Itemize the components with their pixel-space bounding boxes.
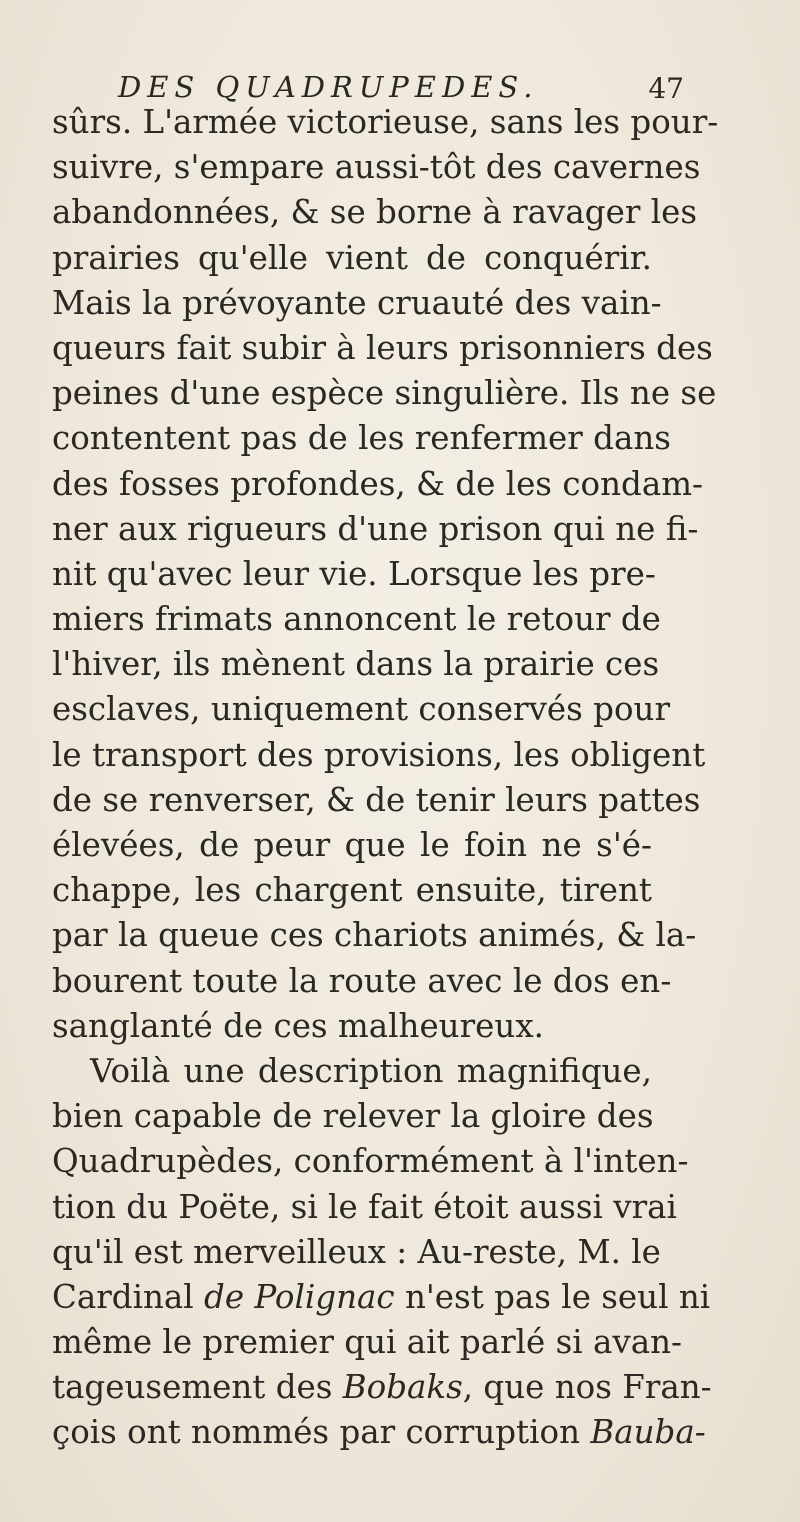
text-line: le transport des provisions, les obligent — [52, 735, 706, 774]
text-line: l'hiver, ils mènent dans la prairie ces — [52, 645, 660, 684]
text-segment: , que nos Fran- — [462, 1368, 712, 1407]
text-line: des fosses profondes, & de les condam- — [52, 464, 703, 503]
text-line: Mais la prévoyante cruauté des vain- — [52, 283, 662, 322]
text-line — [52, 1275, 711, 1320]
text-line: prairies qu'elle vient de conquérir. — [52, 238, 652, 277]
page-number: 47 — [648, 72, 684, 105]
text-segment: tageusement des — [52, 1368, 343, 1407]
text-line: ner aux rigueurs d'une prison qui ne fi- — [52, 509, 699, 548]
body-text — [52, 100, 719, 1456]
text-line: bourent toute la route avec le dos en- — [52, 961, 672, 1000]
running-title: DES QUADRUPEDES. — [118, 70, 539, 104]
text-line: nit qu'avec leur vie. Lorsque les pre- — [52, 554, 656, 593]
text-line — [52, 1410, 706, 1455]
text-line — [52, 1365, 712, 1410]
text-line: miers frimats annoncent le retour de — [52, 600, 661, 639]
text-segment: n'est pas le seul ni — [394, 1277, 711, 1316]
text-segment: çois ont nommés par corruption — [52, 1413, 591, 1452]
text-line: Voilà une description magnifique, — [90, 1051, 652, 1090]
text-line: sûrs. L'armée victorieuse, sans les pour- — [52, 103, 719, 141]
text-line: queurs fait subir à leurs prisonniers des — [52, 328, 713, 367]
text-line: suivre, s'empare aussi-tôt des cavernes — [52, 148, 701, 187]
text-line: contentent pas de les renfermer dans — [52, 419, 671, 458]
text-line: sanglanté de ces malheureux. — [52, 1006, 544, 1045]
text-line: tion du Poëte, si le fait étoit aussi vrai — [52, 1187, 677, 1226]
text-line: par la queue ces chariots animés, & la- — [52, 916, 697, 955]
italic-name: Bobaks — [342, 1368, 463, 1407]
text-segment: Cardinal — [52, 1277, 205, 1316]
text-line: peines d'une espèce singulière. Ils ne se — [52, 374, 717, 413]
text-line: chappe, les chargent ensuite, tirent — [52, 871, 652, 910]
text-line: même le premier qui ait parlé si avan- — [52, 1323, 683, 1362]
text-line: élevées, de peur que le foin ne s'é- — [52, 826, 652, 864]
text-line: esclaves, uniquement conservés pour — [52, 690, 671, 729]
italic-name: de Polignac — [204, 1277, 395, 1316]
text-line: qu'il est merveilleux : Au-reste, M. le — [52, 1232, 661, 1271]
italic-name: Bauba- — [590, 1413, 706, 1452]
text-line: Quadrupèdes, conformément à l'inten- — [52, 1142, 689, 1181]
text-line: de se renverser, & de tenir leurs pattes — [52, 780, 701, 819]
text-line: abandonnées, & se borne à ravager les — [52, 193, 698, 232]
text-line: bien capable de relever la gloire des — [52, 1097, 654, 1136]
